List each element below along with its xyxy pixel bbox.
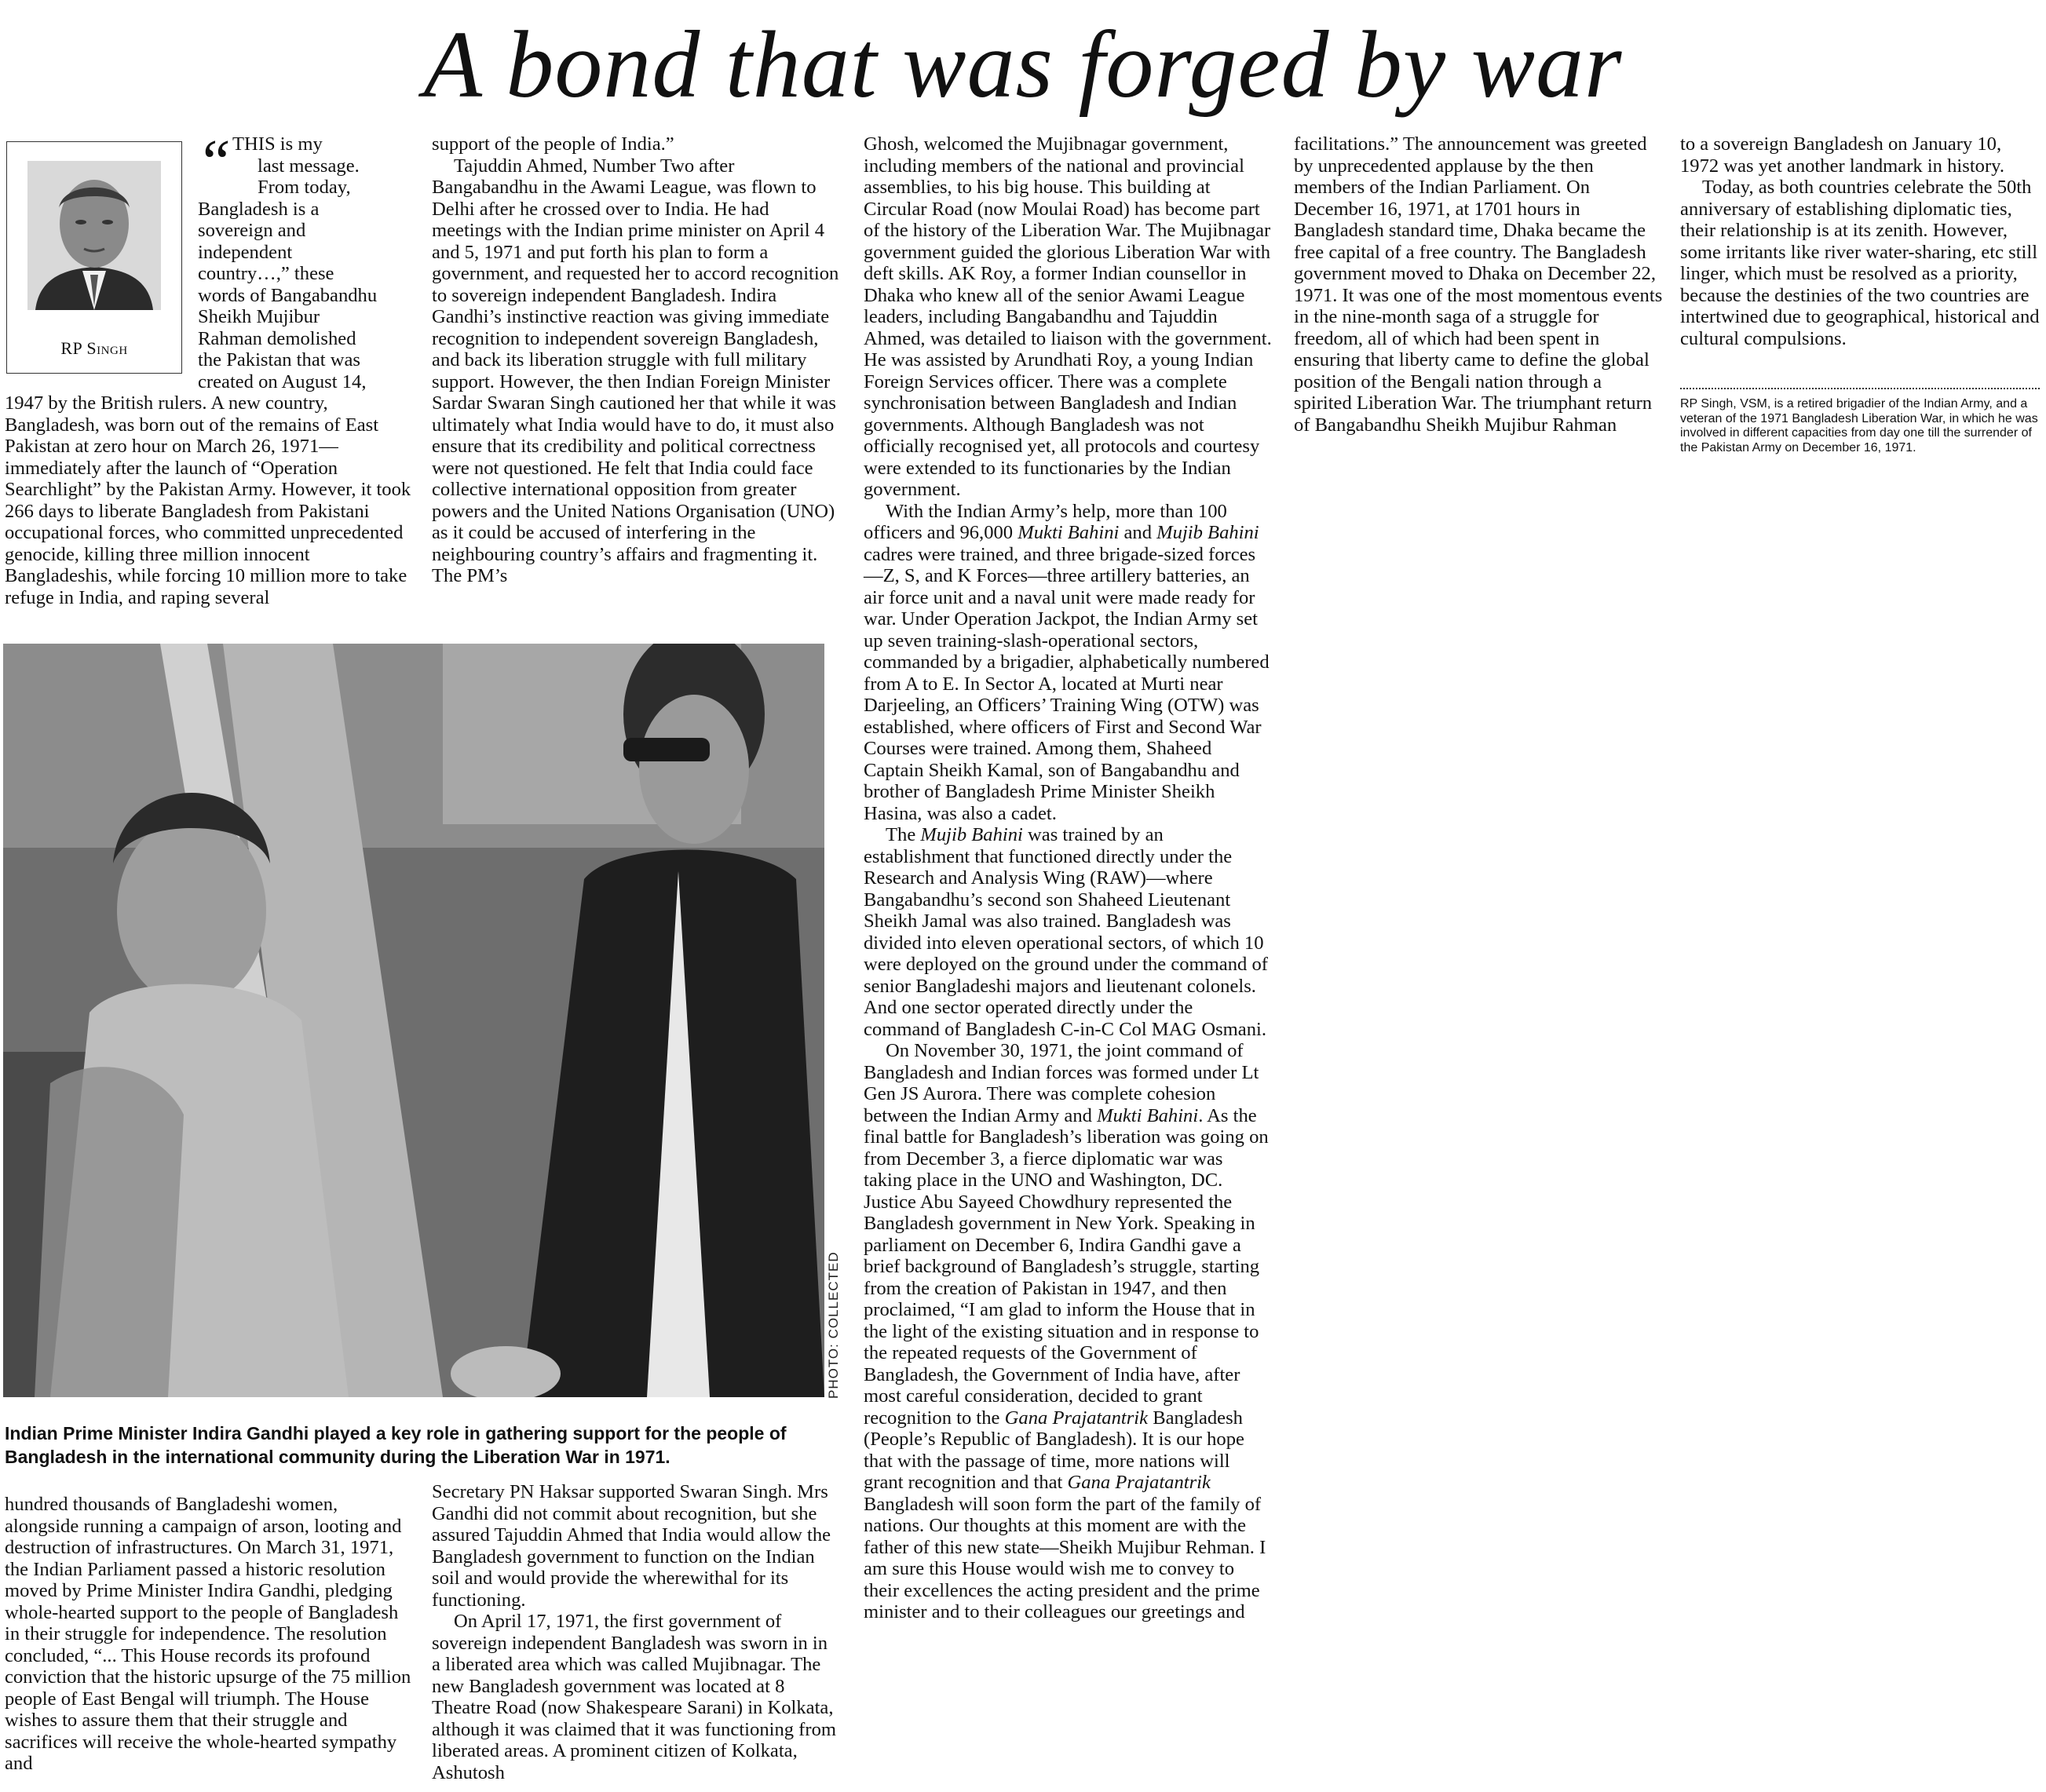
- paragraph: With the Indian Army’s help, more than 100 officers and 96,000 Mukti Bahini and Mujib Bahini cadres were trained, and three brigade-sized forces—Z, S, and K Forces—three artillery batteries, an air force unit and a naval unit were made ready for war. Under Operation Jackpot, the Indian Army set up seven training-slash-operational sectors, commanded by a brigadier, alphabetically numbered from A to E. In Sector A, located at Murti near Darjeeling, an Officers’ Training Wing (OTW) was established, where officers of First and Second War Courses were trained. Among them, Shaheed Captain Sheikh Kamal, son of Bangabandhu and brother of Bangladesh Prime Minister Sheikh Hasina, was also a cadet.: [864, 500, 1270, 824]
- lede-line: Sheikh Mujibur: [198, 306, 320, 327]
- lede-line: country…,” these: [198, 263, 334, 284]
- author-bio: RP Singh, VSM, is a retired brigadier of the Indian Army, and a veteran of the 1971 Bangladesh Liberation War, in which he was involved in different capacities from day one till the surrender of the Pakistan Army on December 16, 1971.: [1680, 397, 2038, 454]
- paragraph: support of the people of India.”: [432, 133, 674, 155]
- bio-divider: [1680, 388, 2040, 389]
- lede-line: independent: [198, 241, 293, 263]
- lede-line: From today,: [258, 177, 351, 198]
- paragraph: to a sovereign Bangladesh on January 10, 1972 was yet another landmark in history.: [1680, 133, 2004, 177]
- author-name: RP Singh: [60, 338, 128, 358]
- author-photo-box: [6, 141, 182, 374]
- paragraph: On November 30, 1971, the joint command of Bangladesh and Indian forces was formed under Lt Gen JS Aurora. There was complete cohesion between the Indian Army and Mukti Bahini. As the final battle for Bangladesh’s liberation was going on from December 3, a fierce diplomatic war was taking place in the UNO and Washington, DC. Justice Abu Sayeed Chowdhury represented the Bangladesh government in New York. Speaking in parliament on December 6, Indira Gandhi gave a brief background of Bangladesh’s struggle, starting from the creation of Pakistan in 1947, and then proclaimed, “I am glad to inform the House that in the light of the existing situation and in response to the repeated requests of the Government of Bangladesh, the Government of India have, after most careful consideration, decided to grant recognition to the Gana Prajatantrik Bangladesh (People’s Republic of Bangladesh). It is our hope that with the passage of time, more nations will grant recognition and that Gana Prajatantrik Bangladesh will soon form the part of the family of nations. Our thoughts at this moment are with the father of this new state—Sheikh Mujibur Rehman. I am sure this House would wish me to convey to their excellences the acting president and the prime minister and to their colleagues our greetings and: [864, 1040, 1269, 1622]
- lede-line: THIS is my: [232, 133, 323, 155]
- article-photo: [3, 644, 824, 1397]
- lede-line: Rahman demolished: [198, 327, 356, 349]
- lede-line: words of Bangabandhu: [198, 284, 378, 306]
- article-col1-bottom: [5, 1494, 413, 1775]
- paragraph: Secretary PN Haksar supported Swaran Singh. Mrs Gandhi did not commit about recognition, but she assured Tajuddin Ahmed that India would allow the Bangladesh government to function on the Indian soil and would provide the wherewithal for its functioning.: [432, 1481, 831, 1611]
- photo-caption: Indian Prime Minister Indira Gandhi played a key role in gathering support for the people of Bangladesh in the international community during the Liberation War in 1971.: [5, 1423, 787, 1467]
- author-portrait: [27, 161, 161, 310]
- paragraph: Today, as both countries celebrate the 50th anniversary of establishing diplomatic ties, their relationship is at its zenith. However, some irritants like river water-sharing, etc still linger, which must be resolved as a priority, because the destinies of the two countries are intertwined due to geographical, historical and cultural compulsions.: [1680, 177, 2040, 349]
- lede-line: last message.: [258, 155, 360, 177]
- article-col3: [864, 133, 1272, 1623]
- article-col1-top: [5, 392, 413, 608]
- paragraph: The Mujib Bahini was trained by an establishment that functioned directly under the Research and Analysis Wing (RAW)—where Bangabandhu’s second son Shaheed Lieutenant Sheikh Jamal was also trained. Bangladesh was divided into eleven operational sectors, of which 10 were deployed on the ground under the command of senior Bangladeshi majors and lieutenant colonels. And one sector operated directly under the command of Bangladesh C-in-C Col MAG Osmani.: [864, 824, 1268, 1040]
- article-col2-bottom: [432, 1481, 840, 1783]
- article-col5: [1680, 133, 2041, 349]
- drop-quote-mark: “: [196, 128, 232, 197]
- lede-line: sovereign and: [198, 220, 306, 241]
- paragraph: hundred thousands of Bangladeshi women, alongside running a campaign of arson, looting and destruction of infrastructures. On March 31, 1971, the Indian Parliament passed a historic resolution moved by Prime Minister Indira Gandhi, pledging whole-hearted support to the people of Bangladesh in their struggle for independence. The resolution concluded, “... This House records its profound conviction that the historic upsurge of the 75 million people of East Bengal will triumph. The House wishes to assure them that their struggle and sacrifices will receive the whole-hearted sympathy and: [5, 1494, 411, 1774]
- article-col1-lede: [196, 128, 426, 392]
- photo-credit: PHOTO: COLLECTED: [826, 1251, 841, 1399]
- headline: A bond that was forged by war: [423, 12, 1623, 118]
- lede-line: created on August 14,: [198, 370, 367, 392]
- article-col4: [1294, 133, 1663, 436]
- article-col2-top: [432, 133, 840, 587]
- paragraph: On April 17, 1971, the first government of sovereign independent Bangladesh was sworn in in a liberated area which was called Mujibnagar. The new Bangladesh government was located at 8 Theatre Road (now Shakespeare Sarani) in Kolkata, although it was claimed that it was functioning from liberated areas. A prominent citizen of Kolkata, Ashutosh: [432, 1611, 836, 1783]
- paragraph: facilitations.” The announcement was greeted by unprecedented applause by the then members of the Indian Parliament. On December 16, 1971, at 1701 hours in Bangladesh standard time, Dhaka became the free capital of a free country. The Bangladesh government moved to Dhaka on December 22, 1971. It was one of the most momentous events in the nine-month saga of a struggle for freedom, all of which had been spent in ensuring that liberty came to define the global position of the Bengali nation through a spirited Liberation War. The triumphant return of Bangabandhu Sheikh Mujibur Rahman: [1294, 133, 1663, 436]
- lede-line: Bangladesh is a: [198, 198, 320, 220]
- lede-line: the Pakistan that was: [198, 349, 360, 370]
- paragraph: Ghosh, welcomed the Mujibnagar government, including members of the national and provincial assemblies, to his big house. This building at Circular Road (now Moulai Road) has become part of the history of the Liberation War. The Mujibnagar government guided the glorious Liberation War with deft skills. AK Roy, a former Indian counsellor in Dhaka who knew all of the senior Awami League leaders, including Bangabandhu and Tajuddin Ahmed, was detailed to liaison with the government. He was assisted by Arundhati Roy, a young Indian Foreign Services officer. There was a complete synchronisation between Bangladesh and Indian governments. Although Bangladesh was not officially recognised yet, all protocols and courtesy were extended to its functionaries by the Indian government.: [864, 133, 1272, 500]
- paragraph: Tajuddin Ahmed, Number Two after Bangabandhu in the Awami League, was flown to Delhi after he crossed over to India. He had meetings with the Indian prime minister on April 4 and 5, 1971 and put forth his plan to form a government, and requested her to accord recognition to sovereign independent Bangladesh. Indira Gandhi’s instinctive reaction was giving immediate recognition to independent sovereign Bangladesh, and back its liberation struggle with full military support. However, the then Indian Foreign Minister Sardar Swaran Singh cautioned her that while it was ultimately what India would have to do, it must also ensure that its credibility and political correctness were not questioned. He felt that India could face collective international opposition from greater powers and the United Nations Organisation (UNO) as it could be accused of interfering in the neighbouring country’s affairs and fragmenting it. The PM’s: [432, 155, 839, 586]
- paragraph: 1947 by the British rulers. A new country, Bangladesh, was born out of the remains of East Pakistan at zero hour on March 26, 1971—immediately after the launch of “Operation Searchlight” by the Pakistan Army. However, it took 266 days to liberate Bangladesh from Pakistani occupational forces, who committed unprecedented genocide, killing three million innocent Bangladeshis, while forcing 10 million more to take refuge in India, and raping several: [5, 392, 411, 608]
